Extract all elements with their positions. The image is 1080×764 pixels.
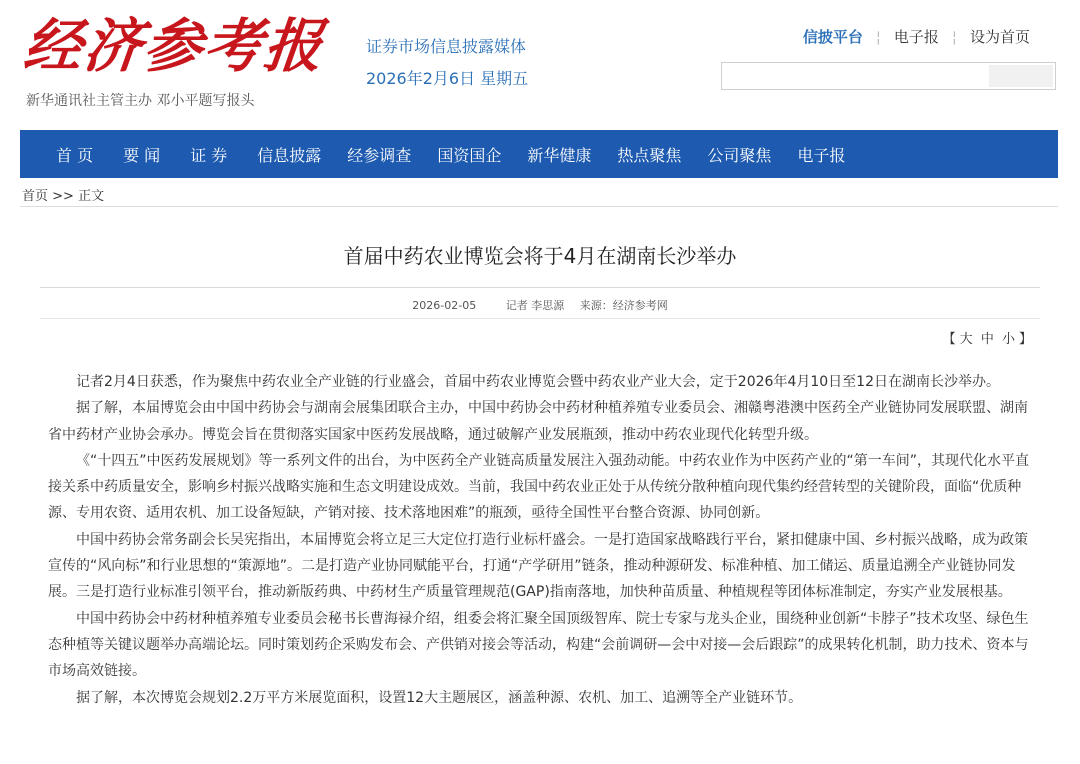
divider (40, 318, 1040, 319)
article-paragraph: 中国中药协会中药材种植养殖专业委员会秘书长曹海禄介绍，组委会将汇聚全国顶级智库、院士专家与龙头企业，围绕种业创新“卡脖子”技术攻坚、绿色生态种植等关键议题举办高端论坛。同时策划药企采购发布会、产供销对接会等活动，构建“会前调研—会中对接—会后跟踪”的成果转化机制，助力技术、资本与市场高效链接。 (48, 610, 1029, 680)
logo-text: 经济参考报 (20, 12, 328, 80)
logo-subtitle: 新华通讯社主管主办 邓小平题写报头 (26, 93, 255, 109)
nav-item-e-paper[interactable]: 电子报 (797, 145, 846, 165)
article-paragraph: 《“十四五”中医药发展规划》等一系列文件的出台，为中医药全产业链高质量发展注入强劲动能。中药农业作为中医药产业的“第一车间”，其现代化水平直接关系中药质量安全，影响乡村振兴战略实施和生态文明建设成效。当前，我国中药农业正处于从传统分散种植向现代集约经营转型的关键阶段，面临“优质种源、专用农资、适用农机、加工设备短缺，产销对接、技术落地困难”的瓶颈，亟待全国性平台整合资源、协同创新。 (48, 452, 1030, 522)
nav-item-hot-topics[interactable]: 热点聚焦 (617, 145, 682, 165)
divider (20, 206, 1058, 207)
disclosure-platform-link[interactable]: 信披平台 (802, 28, 863, 46)
article-title: 首届中药农业博览会将于4月在湖南长沙举办 (343, 244, 737, 268)
e-paper-link[interactable]: 电子报 (893, 28, 939, 46)
set-homepage-link[interactable]: 设为首页 (969, 28, 1030, 46)
link-separator: ¦ (951, 28, 957, 46)
breadcrumb (22, 185, 104, 204)
current-date: 2026年2月6日 星期五 (366, 69, 529, 88)
breadcrumb-home[interactable]: 首页 (22, 189, 49, 204)
newspaper-logo[interactable] (20, 6, 328, 86)
article-paragraph: 据了解，本次博览会规划2.2万平方米展览面积，设置12大主题展区，涵盖种源、农机、加工、追溯等全产业链环节。 (76, 689, 803, 706)
bracket-open: 【 (942, 332, 956, 347)
nav-item-company-focus[interactable]: 公司聚焦 (707, 145, 772, 165)
nav-item-home[interactable]: 首 页 (56, 145, 94, 165)
font-size-large-button[interactable]: 大 (959, 332, 973, 347)
nav-item-news[interactable]: 要 闻 (123, 145, 161, 165)
article-paragraph: 据了解，本届博览会由中国中药协会与湖南会展集团联合主办，中国中药协会中药材种植养殖专业委员会、湘赣粤港澳中医药全产业链协同发展联盟、湖南省中药材产业协会承办。博览会旨在贯彻落实国家中医药发展战略，通过破解产业发展瓶颈，推动中药农业现代化转型升级。 (48, 400, 1028, 443)
link-separator: ¦ (875, 28, 881, 46)
search-input[interactable] (722, 63, 994, 89)
font-size-small-button[interactable]: 小 (1001, 332, 1015, 347)
divider (40, 287, 1040, 288)
main-nav (20, 130, 1058, 178)
top-links (803, 26, 1030, 47)
nav-item-disclosure[interactable]: 信息披露 (257, 145, 322, 165)
font-size-controls (941, 328, 1034, 347)
breadcrumb-separator: >> (52, 189, 74, 204)
article-paragraph: 记者2月4日获悉，作为聚焦中药农业全产业链的行业盛会，首届中药农业博览会暨中药农业产业大会，定于2026年4月10日至12日在湖南长沙举办。 (76, 374, 1000, 390)
search-box (721, 62, 1056, 90)
font-size-medium-button[interactable]: 中 (980, 332, 994, 347)
article-meta (0, 297, 1080, 313)
nav-item-health[interactable]: 新华健康 (527, 145, 592, 165)
bracket-close: 】 (1018, 332, 1032, 347)
article-source: 来源：经济参考网 (579, 299, 668, 312)
nav-item-soe[interactable]: 国资国企 (437, 145, 502, 165)
breadcrumb-current: 正文 (78, 189, 105, 204)
article-paragraph: 中国中药协会常务副会长吴宪指出，本届博览会将立足三大定位打造行业标杆盛会。一是打造国家战略践行平台，紧扣健康中国、乡村振兴战略，成为政策宣传的“风向标”和行业思想的“策源地”。二是打造产业协同赋能平台，打通“产学研用”链条，推动种源研发、标准种植、加工储运、质量追溯全产业链协同发展。三是打造行业标准引领平台，推动新版药典、中药材生产质量管理规范(GAP)指南落地，加快种苗质量、种植规程等团体标准制定，夯实产业发展根基。 (48, 531, 1028, 601)
article-reporter: 记者 李思源 (505, 299, 565, 312)
nav-item-securities[interactable]: 证 券 (190, 145, 228, 165)
article-body (48, 369, 1032, 711)
article-date: 2026-02-05 (412, 299, 477, 312)
nav-item-investigation[interactable]: 经参调查 (347, 145, 412, 165)
search-button[interactable] (989, 65, 1053, 87)
site-slogan: 证券市场信息披露媒体 (366, 37, 527, 56)
